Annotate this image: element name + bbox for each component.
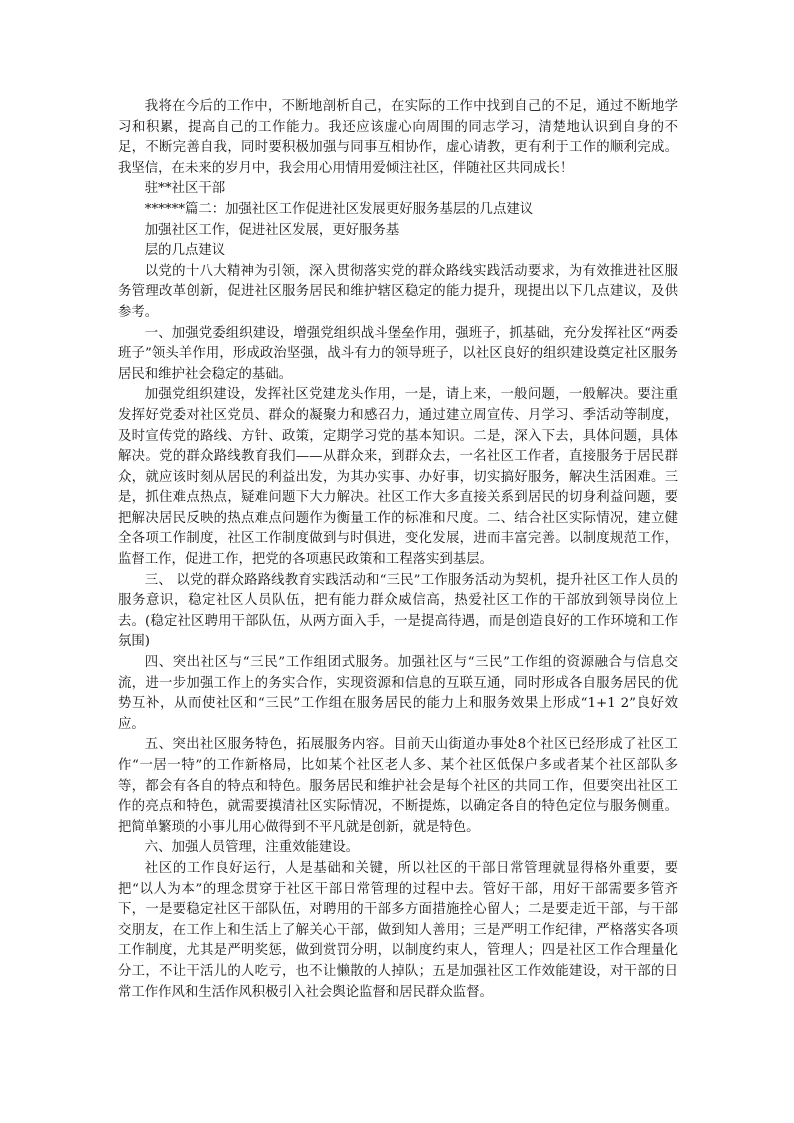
document-page: [118, 97, 678, 1003]
paragraph-point-3: 三、 以党的群众路路线教育实践活动和“三民”工作服务活动为契机，提升社区工作人员的服务意识，稳定社区人员队伍，把有能力群众威信高，热爱社区工作的干部放到领导岗位上去。(稳定社区聘用干部队伍，从两方面入手，一是提高待遇，而是创造良好的工作环境和工作氛围): [118, 572, 678, 650]
paragraph-point-4: 四、突出社区与“三民”工作组团式服务。加强社区与“三民”工作组的资源融合与信息交流，进一步加强工作上的务实合作，实现资源和信息的互联互通，同时形成各自服务居民的优势互补，从而使社区和“三民”工作组在服务居民的能力上和服务效果上形成“1+1 2”良好效应。: [118, 655, 678, 732]
paragraph-intro: 以党的十八大精神为引领，深入贯彻落实党的群众路线实践活动要求，为有效推进社区服务管理改革创新，促进社区服务居民和维护辖区稳定的能力提升，现提出以下几点建议，及供参考。: [118, 263, 678, 320]
title-line-1: 加强社区工作，促进社区发展，更好服务基: [144, 222, 400, 238]
title-line-2: 层的几点建议: [144, 243, 226, 259]
paragraph-point-6-detail: 社区的工作良好运行，人是基础和关键，所以社区的干部日常管理就显得格外重要，要把“以人为本”的理念贯穿于社区干部日常管理的过程中去。管好干部，用好干部需要多管齐下，一是要稳定社区干部队伍，对聘用的干部多方面措施拴心留人；二是要走近干部，与干部交朋友，在工作上和生活上了解关心干部，做到知人善用；三是严明工作纪律，严格落实各项工作制度，尤其是严明奖惩，做到赏罚分明，以制度约束人，管理人；四是社区工作合理量化分工，不让干活儿的人吃亏，也不让懒散的人掉队；五是加强社区工作效能建设，对干部的日常工作作风和生活作风积极引入社会舆论监督和居民群众监督。: [118, 860, 678, 1000]
paragraph-signature: 驻**社区干部: [144, 181, 226, 197]
paragraph-point-6-heading: 六、加强人员管理，注重效能建设。: [144, 840, 360, 856]
paragraph-closing-statement: 我将在今后的工作中，不断地剖析自己，在实际的工作中找到自己的不足，通过不断地学习和积累，提高自己的工作能力。我还应该虚心向周围的同志学习，清楚地认识到自身的不足，不断完善自我，同时要积极加强与同事互相协作，虚心请教，更有利于工作的顺利完成。我坚信，在未来的岁月中，我会用心用情用爱倾注社区，伴随社区共同成长！: [118, 99, 678, 176]
section-heading: ******篇二：加强社区工作促进社区发展更好服务基层的几点建议: [144, 201, 534, 217]
paragraph-point-1: 一、加强党委组织建设，增强党组织战斗堡垒作用，强班子，抓基础，充分发挥社区“两委班子”领头羊作用，形成政治坚强，战斗有力的领导班子，以社区良好的组织建设奠定社区服务居民和维护社会稳定的基础。: [118, 325, 678, 382]
paragraph-point-5: 五、突出社区服务特色，拓展服务内容。目前天山街道办事处8个社区已经形成了社区工作“一居一特”的工作新格局，比如某个社区老人多、某个社区低保户多或者某个社区部队多等，都会有各自的特点和特色。服务居民和维护社会是每个社区的共同工作，但要突出社区工作的亮点和特色，就需要摸清社区实际情况，不断提炼，以确定各自的特色定位与服务侧重。把简单繁琐的小事儿用心做得到不平凡就是创新，就是特色。: [118, 737, 678, 835]
paragraph-point-1-detail: 加强党组织建设，发挥社区党建龙头作用，一是，请上来，一般问题，一般解决。要注重发挥好党委对社区党员、群众的凝聚力和感召力，通过建立周宣传、月学习、季活动等制度，及时宣传党的路线、方针、政策，定期学习党的基本知识。二是，深入下去，具体问题，具体解决。党的群众路线教育我们——从群众来，到群众去，一名社区工作者，直接服务于居民群众，就应该时刻从居民的利益出发，为其办实事、办好事，切实搞好服务，解决生活困难。三是，抓住难点热点，疑难问题下大力解决。社区工作大多直接关系到居民的切身利益问题，要把解决居民反映的热点难点问题作为衡量工作的标准和尺度。二、结合社区实际情况，建立健全各项工作制度，社区工作制度做到与时俱进，变化发展，进而丰富完善。以制度规范工作，监督工作，促进工作，把党的各项惠民政策和工程落实到基层。: [118, 387, 678, 568]
